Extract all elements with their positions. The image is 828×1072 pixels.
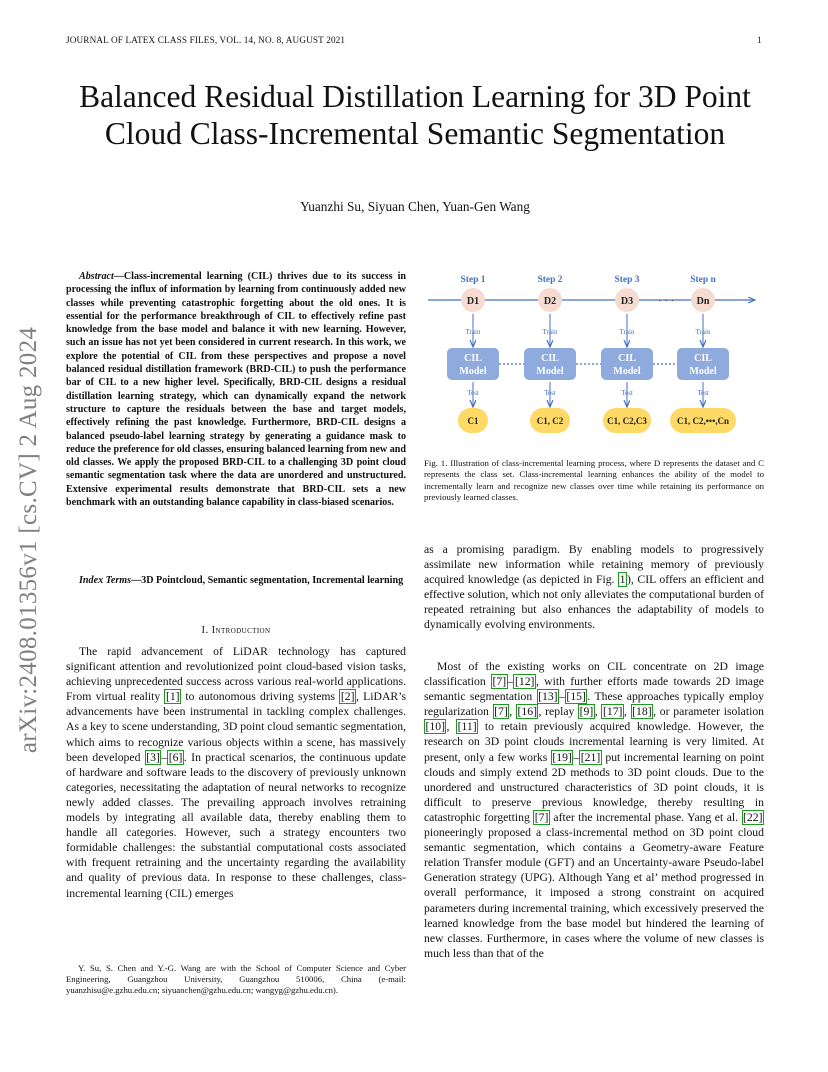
paragraph-text: ), CIL offers an efficient and effective solution, which not only alleviates the computational burden of repeated retraining but also enhances the adaptability of models to dynamically evolving environments. bbox=[424, 573, 764, 632]
related-work-paragraph bbox=[424, 659, 764, 961]
paragraph-text: , replay bbox=[538, 705, 579, 719]
paragraph-text: , bbox=[623, 705, 631, 719]
paragraph-text: Most of the existing works on CIL concentrate on 2D image classification bbox=[424, 660, 764, 689]
citation-link[interactable]: [18] bbox=[632, 705, 652, 719]
intro-text: The rapid advancement of LiDAR technology has captured significant attention and revolutionized point cloud-based vision tasks, achieving unprecedented success across various real-world applications. From virtual reality bbox=[66, 645, 406, 704]
figure-caption bbox=[424, 458, 764, 503]
cil-paragraph bbox=[424, 542, 764, 633]
citation-link[interactable]: [7] bbox=[494, 705, 508, 719]
paragraph-text: , bbox=[594, 705, 602, 719]
section-number: I. bbox=[201, 625, 209, 636]
paragraph-text: pioneeringly proposed a class-incremental method on 3D point cloud semantic segmentation, which contains a Geometry-aware Feature relation Transfer module (GFT) and an Uncertainty-aware Pseudo-label Generation strategy (UPG). Although Yang et al’ method progressed in overall performance, it imposed a strong constraint on acquired parameters during incremental training, which excessively preserved the learned knowledge from the base model but hindered the learning of new classes. Furthermore, in cases where the volume of new classes is much less than that of the bbox=[424, 826, 764, 960]
test-label: Test bbox=[544, 389, 556, 397]
citation-link[interactable]: [3] bbox=[146, 750, 160, 764]
intro-paragraph bbox=[66, 644, 406, 901]
class-set-label: C1, C2 bbox=[536, 416, 564, 426]
caption-label: Fig. 1. bbox=[424, 458, 448, 468]
index-terms bbox=[66, 574, 406, 587]
running-header: JOURNAL OF LATEX CLASS FILES, VOL. 14, NO. 8, AUGUST 2021 bbox=[66, 35, 346, 45]
citation-link[interactable]: [2] bbox=[340, 690, 355, 704]
citation-link[interactable]: [7] bbox=[492, 675, 507, 689]
step-label: Step 2 bbox=[537, 275, 563, 285]
ellipsis-text: · · · bbox=[657, 295, 675, 307]
arxiv-stamp-text: arXiv:2408.01356v1 [cs.CV] 2 Aug 2024 bbox=[15, 326, 42, 754]
class-set-label: C1 bbox=[467, 416, 479, 426]
paragraph-text: – bbox=[573, 750, 580, 764]
citation-link[interactable]: [13] bbox=[538, 690, 558, 704]
test-label: Test bbox=[697, 389, 709, 397]
citation-link[interactable]: [10] bbox=[425, 720, 445, 734]
arxiv-stamp bbox=[12, 290, 46, 790]
index-terms-label: Index Terms bbox=[79, 575, 132, 586]
abstract bbox=[66, 270, 406, 509]
dataset-node-label: D1 bbox=[466, 296, 480, 307]
cil-process-figure bbox=[424, 264, 764, 454]
cil-model-label: Model bbox=[613, 366, 641, 377]
citation-link[interactable]: [7] bbox=[534, 810, 549, 824]
paper-title: Balanced Residual Distillation Learning for 3D Point Cloud Class-Incremental Semantic Segmentation bbox=[79, 79, 751, 151]
step-label: Step 3 bbox=[614, 275, 640, 285]
figure-link[interactable]: 1 bbox=[619, 573, 626, 587]
citation-link[interactable]: [12] bbox=[514, 675, 535, 689]
author-list: Yuanzhi Su, Siyuan Chen, Yuan-Gen Wang bbox=[300, 199, 530, 214]
citation-link[interactable]: [1] bbox=[165, 690, 180, 704]
abstract-text: —Class-incremental learning (CIL) thrives due to its success in processing the influx of information by learning from continuously added new classes while preventing catastrophic forgetting about the old ones. It is essential for the performance breakthrough of CIL to effectively refine past knowledge from the base model and balance it with new learning. However, such an issue has not yet been considered in current research. In this work, we explore the potential of CIL from these perspectives and propose a novel balanced residual distillation framework (BRD-CIL) to push the performance bar of CIL to a new higher level. Specifically, BRD-CIL designs a residual distillation learning strategy, which can dynamically expand the network structure to capture the residuals between the base and target models, effectively refining the past knowledge. Furthermore, BRD-CIL designs a balanced pseudo-label learning strategy by generating a guidance mask to reduce the preference for old classes, ensuring balanced learning from new and old classes. We apply the proposed BRD-CIL to a challenging 3D point cloud semantic segmentation task where the data are unordered and unstructured. Extensive experimental results demonstrate that BRD-CIL sets a new benchmark with an outstanding balance capability in class-biased scenarios. bbox=[66, 271, 406, 509]
class-set-label: C1, C2,•••,Cn bbox=[677, 416, 729, 426]
citation-link[interactable]: [6] bbox=[168, 750, 183, 764]
paragraph-text: after the incremental phase. Yang et al. bbox=[549, 810, 742, 824]
cil-model-label: Model bbox=[689, 366, 717, 377]
index-terms-text: —3D Pointcloud, Semantic segmentation, Incremental learning bbox=[131, 575, 404, 586]
paragraph-text: put incremental learning on point clouds and simply extend 2D methods to 3D point clouds. Due to the unordered and unstructured characteristics of 3D point clouds, it is difficult to preserve previous knowledge, thereby resulting in catastrophic forgetting bbox=[424, 750, 764, 824]
class-set-label: C1, C2,C3 bbox=[607, 416, 647, 426]
paragraph-text: , bbox=[509, 705, 516, 719]
paragraph-text: – bbox=[559, 690, 565, 704]
paragraph-text: , or parameter isolation bbox=[653, 705, 765, 719]
test-label: Test bbox=[467, 389, 479, 397]
dataset-node-label: D3 bbox=[620, 296, 634, 307]
citation-link[interactable]: [19] bbox=[552, 750, 572, 764]
dataset-node-label: Dn bbox=[696, 296, 710, 307]
step-label: Step n bbox=[690, 275, 716, 285]
intro-text: to autonomous driving systems bbox=[181, 690, 340, 704]
caption-text: Illustration of class-incremental learning process, where D represents the dataset and C represents the class set. Class-incremental learning enhances the ability of the model to incrementally learn and recognize new classes over time while retaining its performance on previously learned classes. bbox=[424, 458, 764, 502]
cil-model-label: CIL bbox=[618, 353, 636, 364]
abstract-label: Abstract bbox=[79, 271, 114, 282]
paragraph-text: , with further efforts made towards 2D image semantic segmentation bbox=[424, 675, 764, 704]
train-label: Train bbox=[542, 328, 558, 336]
step-label: Step 1 bbox=[460, 275, 486, 285]
paragraph-text: as a promising paradigm. By enabling models to progressively assimilate new information while retaining memory of previously acquired knowledge (as depicted in Fig. bbox=[424, 543, 764, 587]
citation-link[interactable]: [9] bbox=[579, 705, 594, 719]
section-heading bbox=[66, 625, 406, 636]
page-number: 1 bbox=[757, 35, 762, 45]
cil-model-label: Model bbox=[459, 366, 487, 377]
paragraph-text: – bbox=[507, 675, 514, 689]
paragraph-text: . These approaches typically employ regularization bbox=[424, 690, 764, 719]
section-title: Introduction bbox=[211, 625, 271, 636]
cil-model-label: CIL bbox=[694, 353, 712, 364]
author-footnote: Y. Su, S. Chen and Y.-G. Wang are with the School of Computer Science and Cyber Engineering, Guangzhou University, Guangzhou 510006, China (e-mail: yuanzhisu@e.gzhu.edu.cn; siyuanchen@gzhu.edu.cn; wangyg@gzhu.edu.cn). bbox=[66, 963, 406, 996]
intro-text: , LiDAR’s advancements have been instrumental in tackling complex challenges. As a key to scene understanding, 3D point cloud semantic segmentation, which aims to recognize various objects within a scene, has massively been developed bbox=[66, 690, 406, 764]
train-label: Train bbox=[465, 328, 481, 336]
citation-link[interactable]: [17] bbox=[602, 705, 623, 719]
intro-text: – bbox=[161, 750, 168, 764]
citation-link[interactable]: [15] bbox=[566, 690, 586, 704]
citation-link[interactable]: [16] bbox=[517, 705, 537, 719]
train-label: Train bbox=[619, 328, 635, 336]
citation-link[interactable]: [11] bbox=[457, 720, 477, 734]
cil-model-label: CIL bbox=[541, 353, 559, 364]
intro-text: . In practical scenarios, the continuous update of hardware and software leads to the discovery of previously unknown categories, necessitating the adaptation of neural networks to recognize newly added classes. The prevailing approach involves retraining models by integrating all available data, thereby enabling them to handle all categories. However, such a strategy encounters two formidable challenges: the substantial computational costs associated with frequent retraining and the uncertainty regarding the availability and quality of previous data. In response to these challenges, class-incremental learning (CIL) emerges bbox=[66, 750, 406, 900]
paragraph-text: , bbox=[446, 720, 457, 734]
cil-model-label: CIL bbox=[464, 353, 482, 364]
cil-model-label: Model bbox=[536, 366, 564, 377]
citation-link[interactable]: [22] bbox=[743, 810, 763, 824]
citation-link[interactable]: [21] bbox=[580, 750, 601, 764]
train-label: Train bbox=[695, 328, 711, 336]
test-label: Test bbox=[621, 389, 633, 397]
dataset-node-label: D2 bbox=[543, 296, 557, 307]
paragraph-text: to retain previously acquired knowledge. However, the research on 3D point clouds incremental learning is very limited. At present, only a few works bbox=[424, 720, 764, 764]
